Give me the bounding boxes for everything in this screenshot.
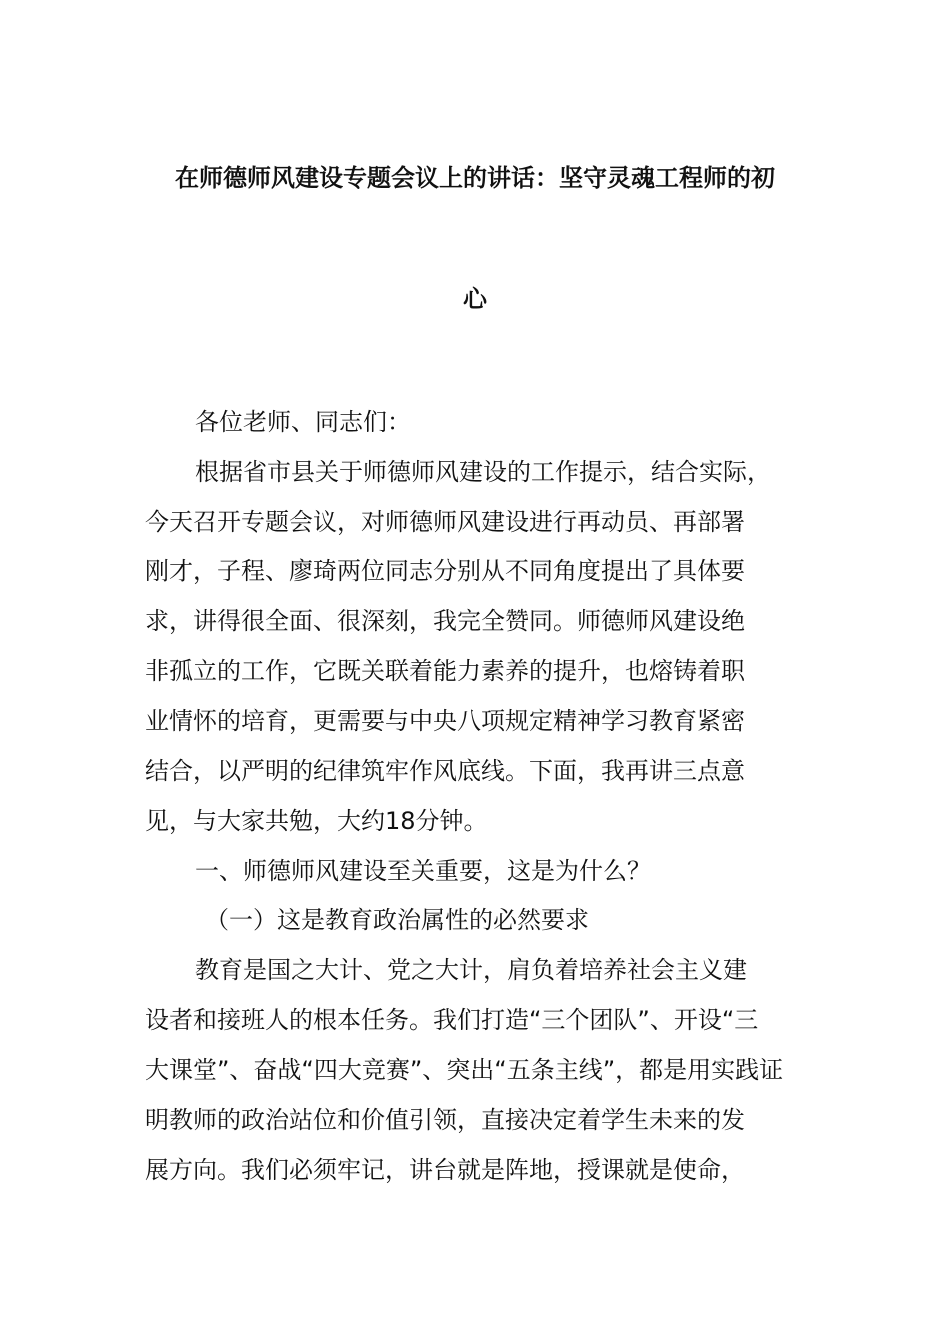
section-heading: 一、师德师风建设至关重要，这是为什么？: [195, 857, 651, 885]
paragraph-line: 展方向。我们必须牢记，讲台就是阵地，授课就是使命，: [145, 1156, 745, 1184]
page-title-line-2: 心: [463, 285, 487, 313]
paragraph-line: 根据省市县关于师德师风建设的工作提示，结合实际，: [195, 458, 771, 486]
paragraph-line: 大课堂”、奋战“四大竞赛”、突出“五条主线”，都是用实践证: [145, 1056, 784, 1084]
paragraph-line: 非孤立的工作，它既关联着能力素养的提升，也熔铸着职: [145, 657, 745, 685]
paragraph-line: 今天召开专题会议，对师德师风建设进行再动员、再部署: [145, 508, 745, 536]
paragraph-line: 结合，以严明的纪律筑牢作风底线。下面，我再讲三点意: [145, 757, 745, 785]
salutation: 各位老师、同志们：: [195, 408, 411, 436]
page-title-line-1: 在师德师风建设专题会议上的讲话：坚守灵魂工程师的初: [175, 164, 775, 192]
paragraph-line: 刚才，子程、廖琦两位同志分别从不同角度提出了具体要: [145, 557, 745, 585]
paragraph-line: 求，讲得很全面、很深刻，我完全赞同。师德师风建设绝: [145, 607, 745, 635]
paragraph-line: 业情怀的培育，更需要与中央八项规定精神学习教育紧密: [145, 707, 745, 735]
paragraph-line: 见，与大家共勉，大约18分钟。: [145, 807, 488, 835]
paragraph-line: 明教师的政治站位和价值引领，直接决定着学生未来的发: [145, 1106, 745, 1134]
paragraph-line: 教育是国之大计、党之大计，肩负着培养社会主义建: [195, 956, 747, 984]
paragraph-line: 设者和接班人的根本任务。我们打造“三个团队”、开设“三: [145, 1006, 759, 1034]
subsection-heading: （一）这是教育政治属性的必然要求: [205, 906, 589, 934]
